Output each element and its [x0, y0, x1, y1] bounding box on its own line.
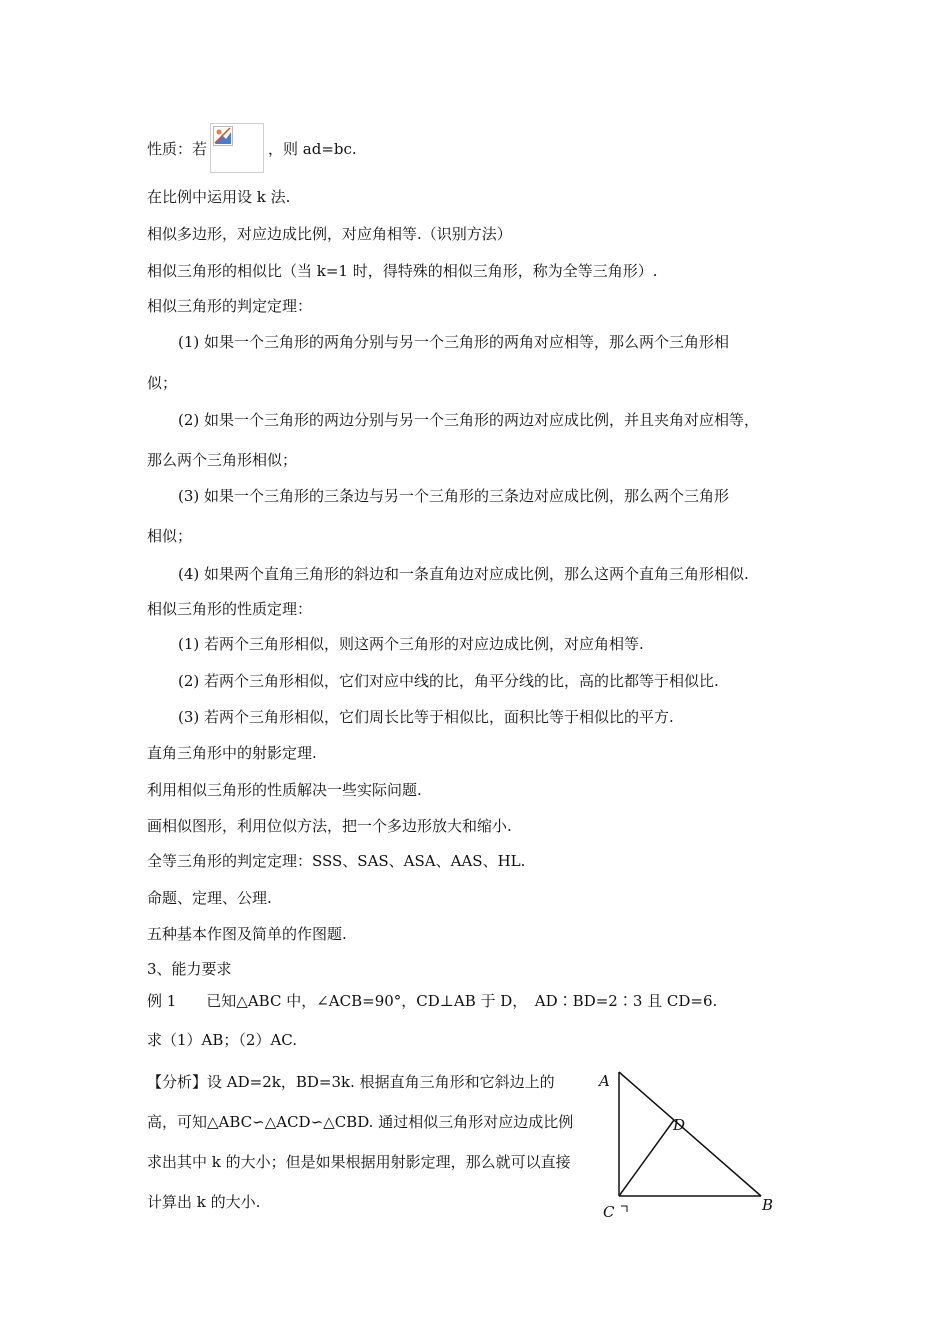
text-line-22: 五种基本作图及简单的作图题.: [147, 925, 347, 943]
section-heading: 3、能力要求: [147, 960, 232, 978]
broken-image-icon: [213, 126, 233, 146]
text-line-17: 直角三角形中的射影定理.: [147, 744, 317, 762]
property-prefix: 性质：若: [147, 140, 208, 158]
text-line-6: (1) 如果一个三角形的两角分别与另一个三角形的两角对应相等，那么两个三角形相: [178, 333, 730, 351]
text-line-9: 那么两个三角形相似；: [147, 451, 298, 469]
text-line-5: 相似三角形的判定定理：: [147, 297, 313, 315]
fraction-image-placeholder: [210, 123, 264, 173]
label-B: B: [762, 1196, 774, 1214]
text-line-11: 相似；: [147, 527, 193, 545]
segment-CD: [619, 1120, 674, 1196]
property-suffix: ，则 ad=bc.: [268, 140, 357, 158]
example-statement: 例 1 已知△ABC 中，∠ACB=90°，CD⊥AB 于 D， AD∶BD=2∶3 且 CD=6.: [147, 992, 718, 1010]
text-line-16: (3) 若两个三角形相似，它们周长比等于相似比，面积比等于相似比的平方.: [178, 708, 674, 726]
property-line: [147, 139, 207, 159]
text-line-18: 利用相似三角形的性质解决一些实际问题.: [147, 781, 422, 799]
right-angle-mark: [621, 1206, 627, 1212]
label-C: C: [603, 1203, 615, 1220]
text-line-4: 相似三角形的相似比（当 k=1 时，得特殊的相似三角形，称为全等三角形）.: [147, 262, 658, 280]
text-line-2: 在比例中运用设 k 法.: [147, 188, 291, 206]
text-line-21: 命题、定理、公理.: [147, 889, 272, 907]
text-line-3: 相似多边形，对应边成比例，对应角相等.（识别方法）: [147, 225, 512, 243]
text-line-8: (2) 如果一个三角形的两边分别与另一个三角形的两边对应成比例，并且夹角对应相等，: [178, 411, 760, 429]
text-line-12: (4) 如果两个直角三角形的斜边和一条直角边对应成比例，那么这两个直角三角形相似.: [178, 565, 749, 583]
label-D: D: [673, 1116, 686, 1134]
analysis-paragraph: 【分析】设 AD=2k，BD=3k. 根据直角三角形和它斜边上的高，可知△ABC∽△ACD∽△CBD. 通过相似三角形对应边成比例求出其中 k 的大小；但是如果根据用射影定理，那么就可以直接计算出 k 的大小.: [147, 1073, 574, 1211]
text-line-20: 全等三角形的判定定理：SSS、SAS、ASA、AAS、HL.: [147, 852, 526, 870]
text-line-13: 相似三角形的性质定理：: [147, 600, 313, 618]
text-line-15: (2) 若两个三角形相似，它们对应中线的比，角平分线的比，高的比都等于相似比.: [178, 672, 719, 690]
label-A: A: [599, 1072, 610, 1090]
text-line-10: (3) 如果一个三角形的三条边与另一个三角形的三条边对应成比例，那么两个三角形: [178, 487, 730, 505]
segment-AB: [619, 1072, 761, 1196]
text-line-19: 画相似图形，利用位似方法，把一个多边形放大和缩小.: [147, 817, 512, 835]
example-question: 求（1）AB；（2）AC.: [147, 1031, 297, 1049]
triangle-figure: [595, 1060, 785, 1220]
text-line-14: (1) 若两个三角形相似，则这两个三角形的对应边成比例，对应角相等.: [178, 635, 644, 653]
text-line-7: 似；: [147, 374, 178, 392]
